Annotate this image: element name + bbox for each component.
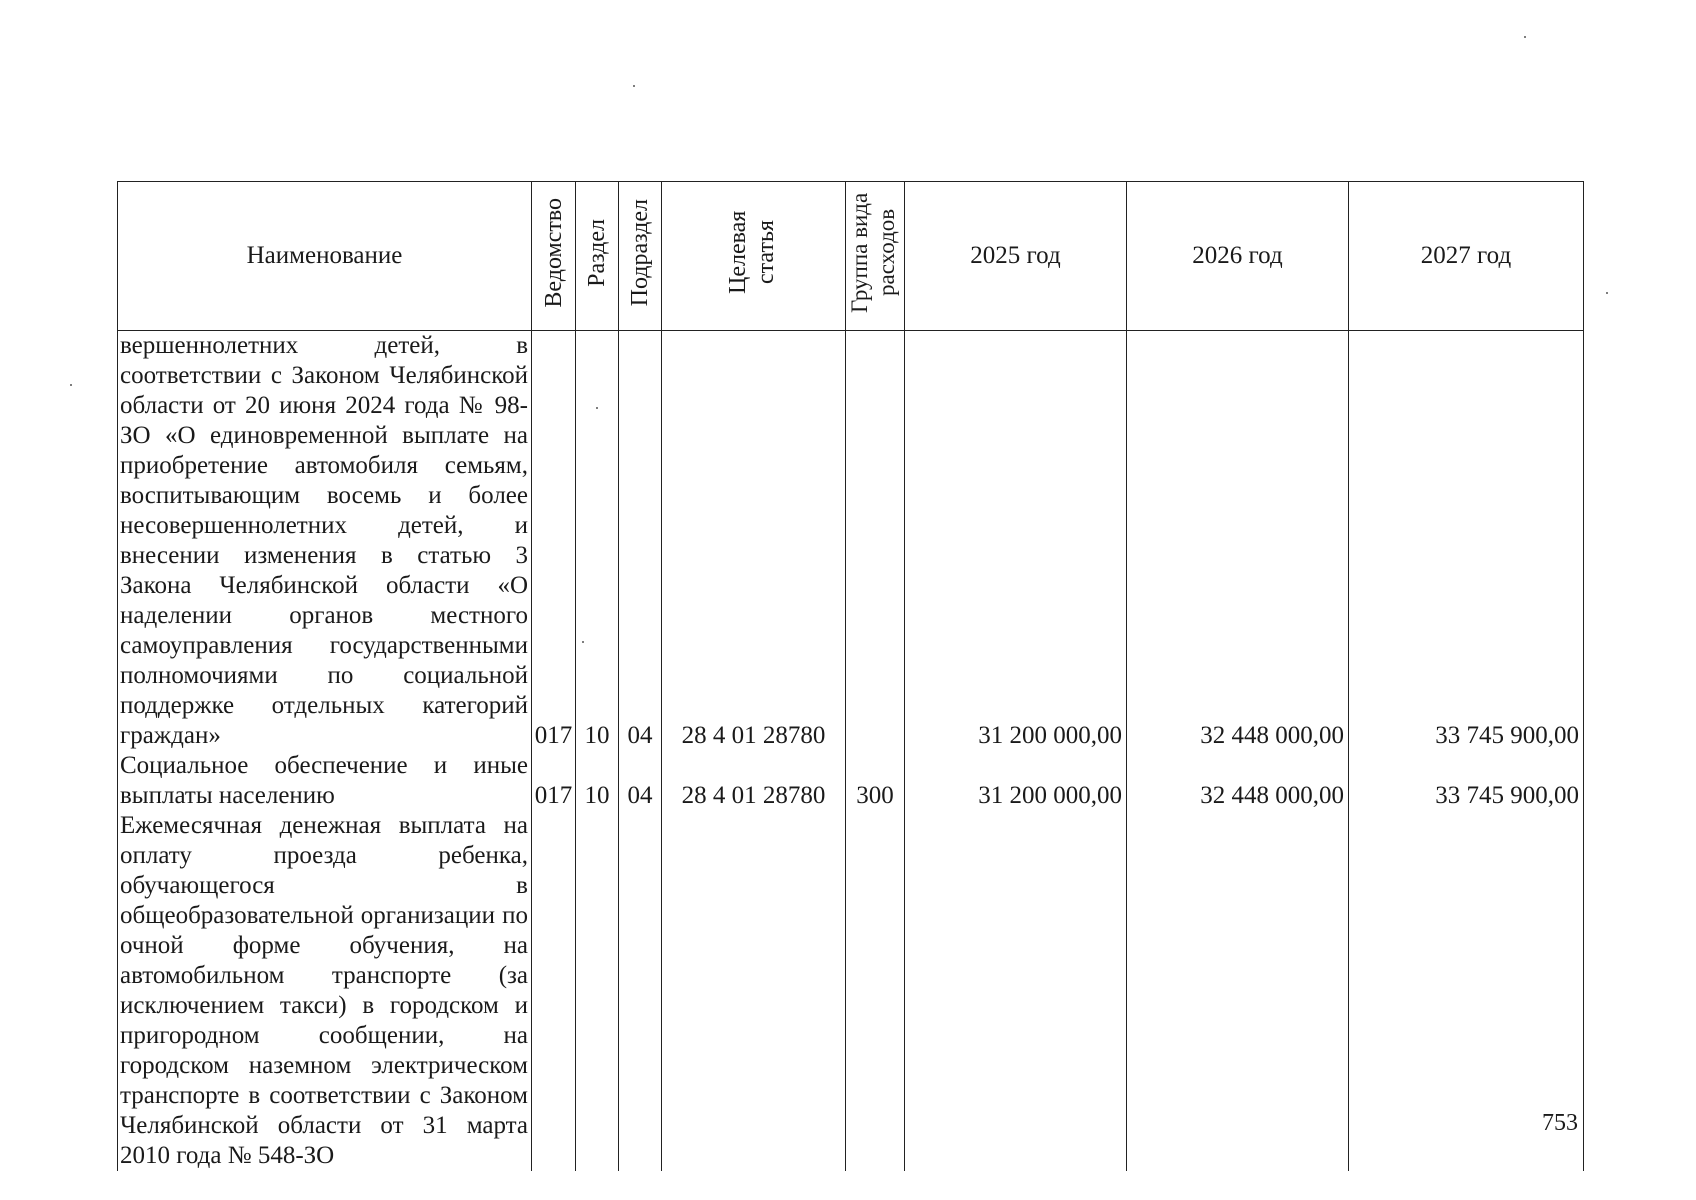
row-department [532, 811, 576, 1171]
row-name: Социальное обеспечение и иные выплаты населению [118, 751, 532, 811]
scan-speck [633, 85, 635, 87]
row-expense-group: 300 [846, 751, 905, 811]
scan-speck [1606, 292, 1608, 294]
scan-speck [596, 407, 598, 409]
budget-table [117, 181, 1584, 1171]
header-expense-group: Группа вида расходов [846, 182, 905, 331]
row-subsection: 04 [619, 751, 662, 811]
row-amount-2026: 32 448 000,00 [1127, 331, 1349, 752]
header-section: Раздел [576, 182, 619, 331]
header-subsection: Подраздел [619, 182, 662, 331]
row-amount-2025: 31 200 000,00 [905, 751, 1127, 811]
row-name: Ежемесячная денежная выплата на оплату проезда ребенка, обучающегося в общеобразовательной организации по очной форме обучения, на автомобильном транспорте (за исключением такси) в городском и пригородном сообщении, на городском наземном электрическом транспорте в соответствии с Законом Челябинской области от 31 марта 2010 года № 548-ЗО [118, 811, 532, 1171]
row-amount-2025 [905, 811, 1127, 1171]
row-section: 10 [576, 751, 619, 811]
table-header-row [118, 182, 1584, 331]
header-target-article: Целевая статья [662, 182, 846, 331]
row-section [576, 811, 619, 1171]
row-expense-group [846, 811, 905, 1171]
row-subsection: 04 [619, 331, 662, 752]
row-amount-2027: 33 745 900,00 [1349, 331, 1584, 752]
header-name: Наименование [118, 182, 532, 331]
page-number: 753 [1542, 1110, 1578, 1136]
row-amount-2026 [1127, 811, 1349, 1171]
table-row [118, 751, 1584, 811]
scan-speck [70, 384, 72, 386]
row-target-article [662, 811, 846, 1171]
scan-speck [1524, 36, 1526, 38]
row-department: 017 [532, 751, 576, 811]
table-row [118, 331, 1584, 752]
header-year-2025: 2025 год [905, 182, 1127, 331]
row-amount-2027: 33 745 900,00 [1349, 751, 1584, 811]
table-row [118, 811, 1584, 1171]
row-amount-2025: 31 200 000,00 [905, 331, 1127, 752]
header-year-2027: 2027 год [1349, 182, 1584, 331]
header-department: Ведомство [532, 182, 576, 331]
header-year-2026: 2026 год [1127, 182, 1349, 331]
row-expense-group [846, 331, 905, 752]
row-department: 017 [532, 331, 576, 752]
scan-speck [582, 641, 584, 643]
row-subsection [619, 811, 662, 1171]
row-amount-2026: 32 448 000,00 [1127, 751, 1349, 811]
row-section: 10 [576, 331, 619, 752]
row-target-article: 28 4 01 28780 [662, 331, 846, 752]
row-target-article: 28 4 01 28780 [662, 751, 846, 811]
row-name: вершеннолетних детей, в соответствии с Законом Челябинской области от 20 июня 2024 года № 98-ЗО «О единовременной выплате на приобретение автомобиля семьям, воспитывающим восемь и более несовершеннолетних детей, и внесении изменения в статью 3 Закона Челябинской области «О наделении органов местного самоуправления государственными полномочиями по социальной поддержке отдельных категорий граждан» [118, 331, 532, 752]
